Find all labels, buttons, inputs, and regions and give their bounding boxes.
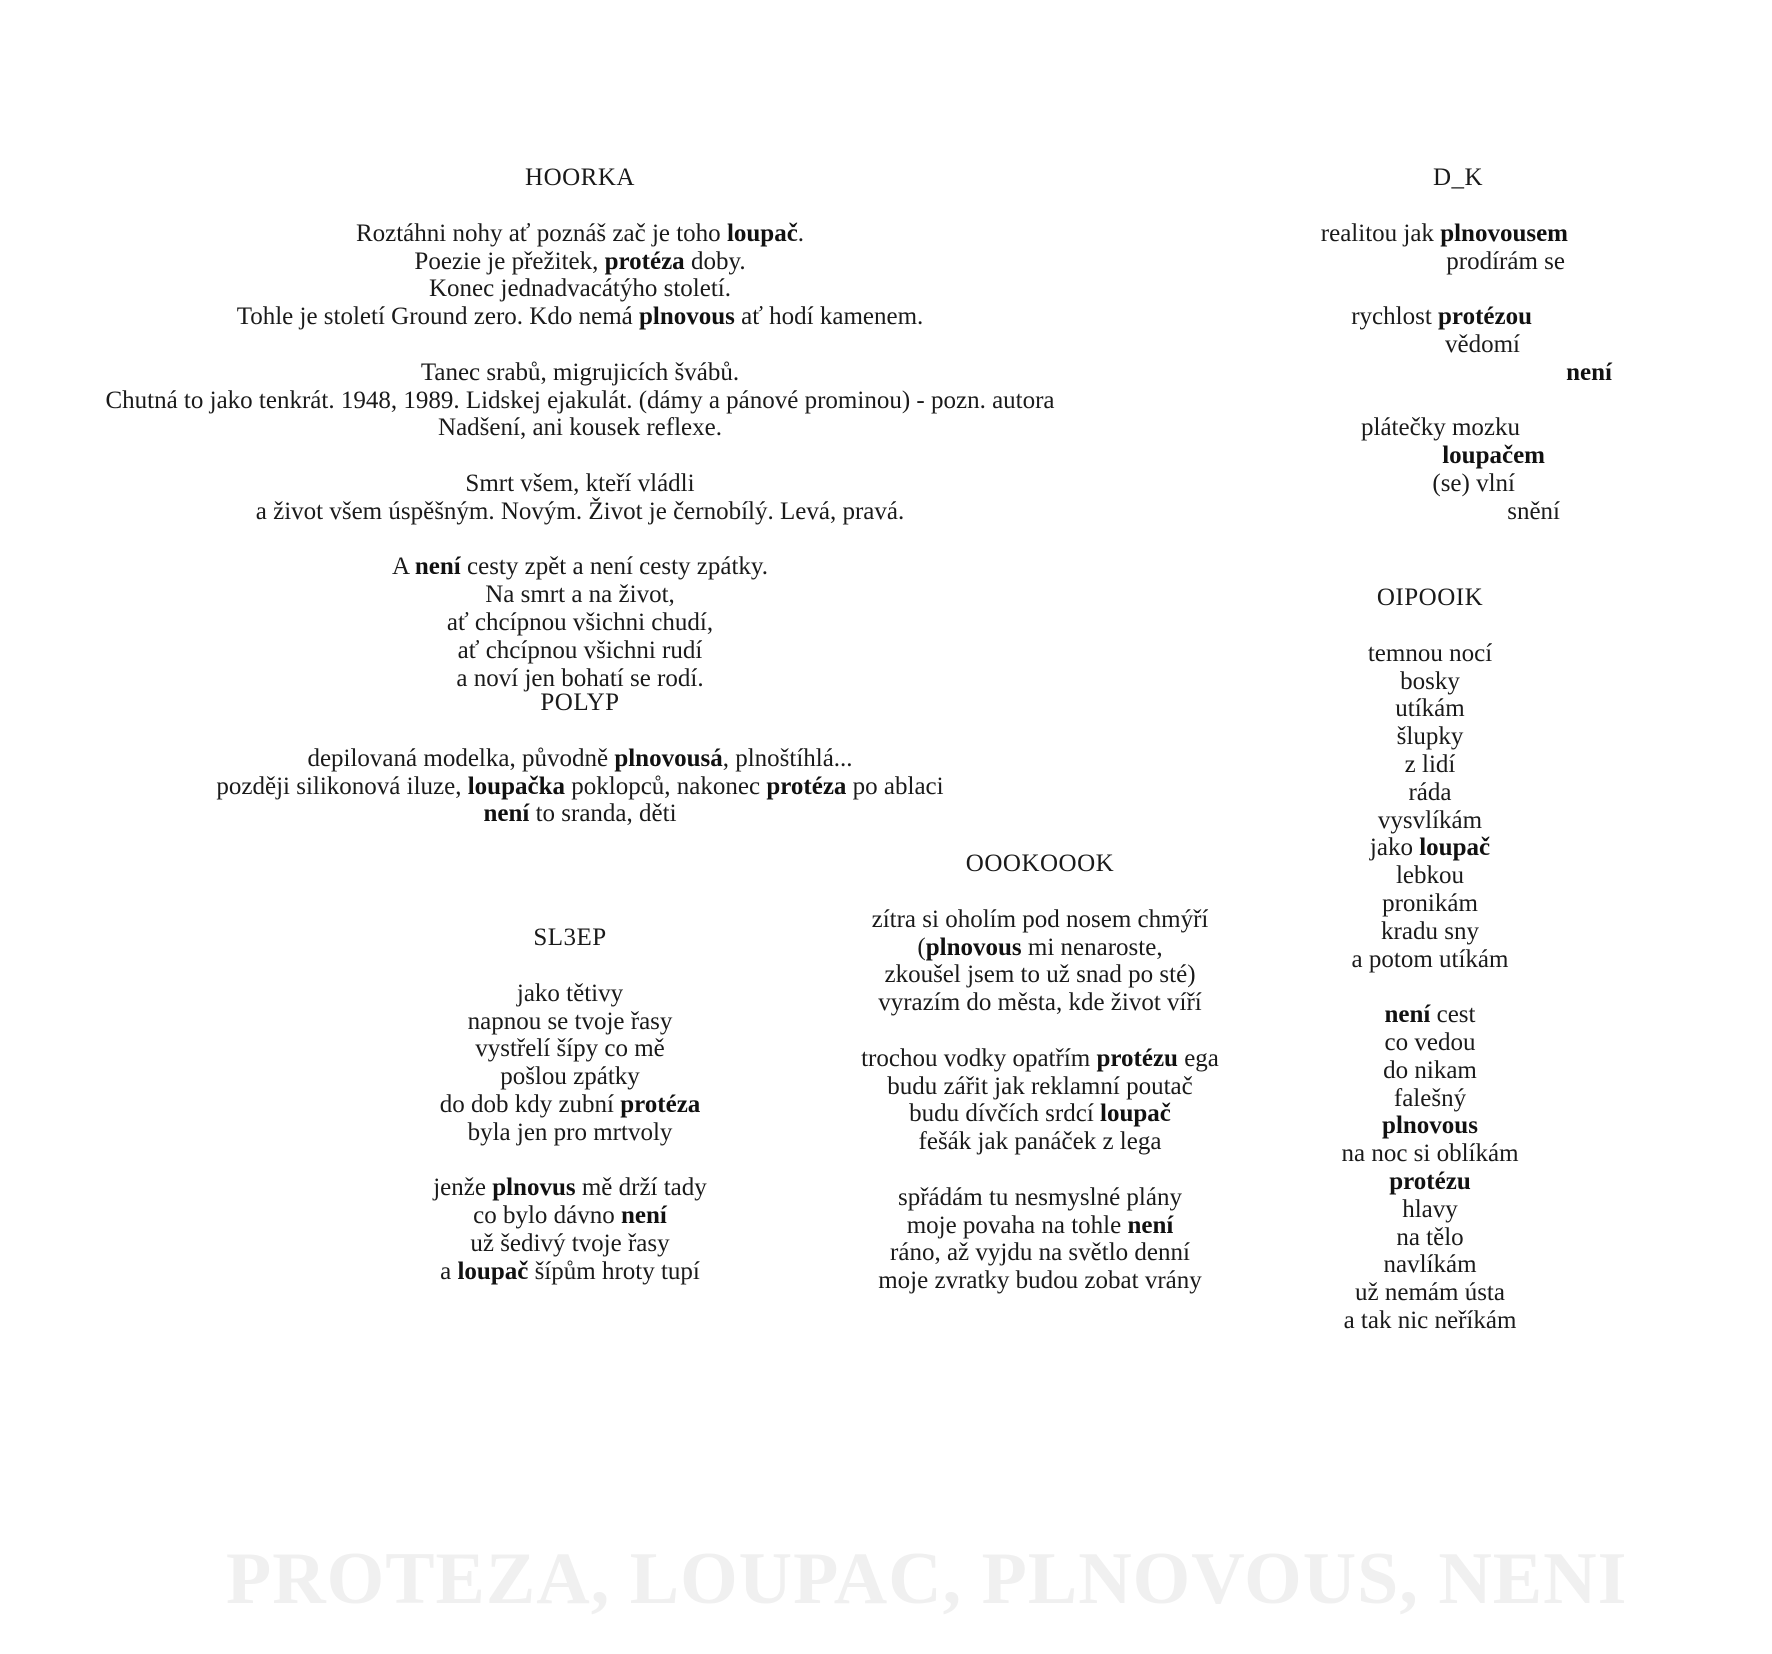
poem-sleep — [380, 924, 760, 1286]
line-text: fešák jak panáček z lega — [918, 1128, 1162, 1156]
line-text: ať hodí kamenem. — [734, 303, 924, 331]
poem-line — [1290, 442, 1580, 470]
poem-line — [820, 1267, 1260, 1295]
stanza-break — [380, 1147, 760, 1175]
line-text: do nikam — [1383, 1056, 1477, 1084]
poem-title: POLYP — [540, 689, 620, 716]
keyword: loupač — [1419, 834, 1491, 862]
poem-line — [1300, 834, 1560, 862]
poem-line — [820, 1045, 1260, 1073]
line-text: depilovaná modelka, původně — [307, 744, 615, 772]
line-text: z lidí — [1404, 750, 1456, 778]
line-text: A — [391, 553, 415, 581]
line-text: ega — [1177, 1044, 1219, 1072]
poem-line — [380, 1202, 760, 1230]
line-text: Tohle je století Ground zero. Kdo nemá — [236, 303, 639, 331]
poem-title: OIPOOIK — [1376, 584, 1484, 611]
poem-line — [1290, 470, 1580, 498]
line-text: jako — [1369, 834, 1420, 862]
line-text: co bylo dávno — [473, 1202, 622, 1230]
line-text: (se) vlní — [1432, 469, 1515, 497]
poem-dk — [1290, 164, 1612, 526]
poem-hoorka — [60, 164, 1100, 692]
line-text: pronikám — [1382, 889, 1478, 917]
poem-line — [60, 303, 1100, 331]
poem-line — [1300, 1196, 1560, 1224]
line-text: Roztáhni nohy ať poznáš zač je toho — [355, 219, 727, 247]
poem-title: OOOKOOOK — [965, 850, 1115, 877]
poem-line — [60, 275, 1100, 303]
poem-line — [1300, 723, 1560, 751]
stanza-break — [820, 1017, 1260, 1045]
line-text: to sranda, děti — [529, 800, 677, 828]
line-text: byla jen pro mrtvoly — [467, 1118, 673, 1146]
poem-line — [60, 498, 1100, 526]
line-text: jako tětivy — [516, 979, 624, 1007]
line-text: co vedou — [1384, 1028, 1476, 1056]
poem-line — [820, 1212, 1260, 1240]
keyword: plnovousem — [1440, 219, 1568, 247]
poem-line — [60, 637, 1100, 665]
stanza-break — [1300, 973, 1560, 1001]
keyword: protézou — [1438, 303, 1532, 331]
poem-line — [820, 961, 1260, 989]
keyword: protézu — [1389, 1167, 1471, 1195]
keyword: protézu — [1096, 1044, 1178, 1072]
line-text: poklopců, nakonec — [565, 772, 767, 800]
line-text: ráno, až vyjdu na světlo denní — [890, 1239, 1190, 1267]
keyword: plnovus — [492, 1174, 576, 1202]
line-text: navlíkám — [1383, 1251, 1477, 1279]
line-text: později silikonová iluze, — [216, 772, 468, 800]
line-text: snění — [1507, 497, 1560, 525]
keyword: plnovousá — [614, 744, 723, 772]
line-text: už nemám ústa — [1355, 1279, 1505, 1307]
line-text: kradu sny — [1381, 917, 1479, 945]
poem-line — [1290, 358, 1612, 387]
line-text: prodírám se — [1446, 247, 1565, 275]
line-text: Smrt všem, kteří vládli — [465, 469, 695, 497]
line-text: zítra si oholím pod nosem chmýří — [871, 905, 1209, 933]
line-text: cest — [1430, 1001, 1476, 1029]
line-text: bosky — [1400, 667, 1460, 695]
poem-line — [1300, 1057, 1560, 1085]
footer-watermark: PROTEZA, LOUPAC, PLNOVOUS, NENI — [226, 1538, 1628, 1620]
stanza-break — [1290, 387, 1580, 415]
line-text: Na smrt a na život, — [485, 581, 675, 609]
poem-line — [380, 980, 760, 1008]
line-text: Chutná to jako tenkrát. 1948, 1989. Lidskej ejakulát. (dámy a pánové prominou) - pozn. autora — [105, 386, 1055, 414]
line-text: vystřelí šípy co mě — [475, 1035, 665, 1063]
poem-line — [820, 934, 1260, 962]
poem-line — [820, 1184, 1260, 1212]
poem-line — [60, 553, 1100, 581]
line-text: ať chcípnou všichni rudí — [457, 636, 703, 664]
keyword: není — [1127, 1211, 1174, 1239]
keyword: plnovous — [1382, 1112, 1478, 1140]
line-text: mě drží tady — [575, 1174, 707, 1202]
poem-line — [1290, 498, 1580, 526]
line-text: . — [797, 219, 805, 247]
poem-line — [1300, 1168, 1560, 1196]
line-text: , plnoštíhlá... — [722, 744, 853, 772]
poem-line — [1300, 918, 1560, 946]
poem-oookoook — [820, 850, 1260, 1295]
keyword: protéza — [604, 247, 685, 275]
line-text: utíkám — [1395, 695, 1465, 723]
line-text: napnou se tvoje řasy — [467, 1007, 673, 1035]
poem-line — [380, 1035, 760, 1063]
line-text: trochou vodky opatřím — [861, 1044, 1097, 1072]
poem-line — [1300, 890, 1560, 918]
keyword: protéza — [766, 772, 847, 800]
line-text: ať chcípnou všichni chudí, — [446, 608, 714, 636]
line-text: šlupky — [1396, 723, 1464, 751]
line-text: cesty zpět a není cesty zpátky. — [460, 553, 769, 581]
line-text: a život všem úspěšným. Novým. Život je černobílý. Levá, pravá. — [255, 497, 905, 525]
line-text: rychlost — [1351, 303, 1439, 331]
line-text: Poezie je přežitek, — [414, 247, 605, 275]
line-text: a noví jen bohatí se rodí. — [456, 664, 704, 692]
poem-line — [1290, 414, 1580, 442]
poem-line — [60, 609, 1100, 637]
line-text: realitou jak — [1320, 219, 1441, 247]
keyword: není — [1566, 358, 1612, 386]
poem-line — [60, 359, 1100, 387]
poem-line — [380, 1091, 760, 1119]
poem-line — [1300, 862, 1560, 890]
poem-line — [380, 1230, 760, 1258]
poem-line — [1300, 1224, 1560, 1252]
line-text: pošlou zpátky — [500, 1063, 640, 1091]
keyword: není — [1384, 1001, 1431, 1029]
stanza-break — [820, 1156, 1260, 1184]
poem-line — [1300, 751, 1560, 779]
line-text: lebkou — [1395, 862, 1465, 890]
poem-line — [1300, 1029, 1560, 1057]
line-text: temnou nocí — [1367, 639, 1493, 667]
poem-line — [1290, 248, 1580, 276]
stanza-break — [1290, 275, 1580, 303]
keyword: loupač — [726, 219, 798, 247]
poem-line — [820, 1239, 1260, 1267]
poem-line — [1300, 946, 1560, 974]
line-text: do dob kdy zubní — [439, 1090, 621, 1118]
line-text: moje zvratky budou zobat vrány — [878, 1267, 1202, 1295]
keyword: protéza — [620, 1090, 701, 1118]
line-text: ráda — [1408, 778, 1452, 806]
line-text: mi nenaroste, — [1021, 933, 1163, 961]
poem-line — [820, 1128, 1260, 1156]
poem-line — [380, 1008, 760, 1036]
poem-line — [1300, 1251, 1560, 1279]
poem-line — [60, 220, 1100, 248]
poem-line — [380, 1174, 760, 1202]
line-text: na tělo — [1396, 1223, 1464, 1251]
line-text: budu zářit jak reklamní poutač — [887, 1072, 1193, 1100]
poem-line — [160, 800, 1000, 828]
poem-line — [60, 248, 1100, 276]
poem-polyp — [160, 689, 1000, 828]
poem-title: D_K — [1433, 164, 1484, 191]
poem-line — [1290, 331, 1580, 359]
line-text: zkoušel jsem to už snad po sté) — [884, 961, 1196, 989]
poem-line — [820, 1100, 1260, 1128]
poem-line — [1300, 1085, 1560, 1113]
poem-line — [60, 581, 1100, 609]
poem-line — [1300, 1279, 1560, 1307]
poem-line — [380, 1258, 760, 1286]
line-text: vyrazím do města, kde život víří — [878, 989, 1202, 1017]
poem-line — [1300, 1140, 1560, 1168]
line-text: na noc si oblíkám — [1341, 1140, 1519, 1168]
poem-line — [1300, 807, 1560, 835]
poem-line — [160, 773, 1000, 801]
keyword: plnovous — [639, 303, 735, 331]
keyword: loupač — [1100, 1100, 1171, 1128]
line-text: Nadšení, ani kousek reflexe. — [438, 414, 722, 442]
poem-line — [1300, 640, 1560, 668]
keyword: není — [483, 800, 530, 828]
keyword: loupač — [457, 1257, 529, 1285]
keyword: loupačka — [467, 772, 565, 800]
poem-line — [1300, 1112, 1560, 1140]
poem-line — [820, 989, 1260, 1017]
keyword: není — [414, 553, 461, 581]
line-text: jenže — [433, 1174, 493, 1202]
poem-line — [60, 470, 1100, 498]
line-text: po ablaci — [846, 772, 944, 800]
poem-line — [380, 1119, 760, 1147]
poem-line — [1300, 779, 1560, 807]
line-text: budu dívčích srdcí — [909, 1100, 1101, 1128]
poem-line — [1290, 220, 1580, 248]
stanza-break — [60, 526, 1100, 554]
poem-line — [380, 1063, 760, 1091]
poem-line — [1290, 303, 1580, 331]
keyword: plnovous — [925, 933, 1022, 961]
line-text: šípům hroty tupí — [528, 1257, 700, 1285]
line-text: a potom utíkám — [1351, 945, 1509, 973]
line-text: ( — [917, 933, 926, 961]
poem-line — [820, 906, 1260, 934]
poem-line — [60, 414, 1100, 442]
line-text: a — [440, 1257, 458, 1285]
poem-line — [1300, 668, 1560, 696]
line-text: Tanec srabů, migrujicích švábů. — [420, 358, 740, 386]
line-text: vědomí — [1445, 330, 1520, 358]
keyword: není — [621, 1202, 667, 1230]
line-text: plátečky mozku — [1361, 414, 1520, 442]
line-text: spřádám tu nesmyslné plány — [898, 1183, 1182, 1211]
poem-title: HOORKA — [525, 164, 635, 191]
poem-title: SL3EP — [533, 924, 607, 951]
line-text: falešný — [1393, 1084, 1467, 1112]
poem-line — [820, 1073, 1260, 1101]
poem-line — [160, 745, 1000, 773]
stanza-break — [60, 331, 1100, 359]
line-text: doby. — [684, 247, 746, 275]
stanza-break — [60, 442, 1100, 470]
poem-line — [60, 387, 1100, 415]
line-text: už šedivý tvoje řasy — [470, 1229, 670, 1257]
line-text: a tak nic neříkám — [1343, 1306, 1517, 1334]
keyword: loupačem — [1442, 442, 1545, 470]
poem-oipooik — [1300, 584, 1560, 1335]
poem-line — [1300, 695, 1560, 723]
line-text: hlavy — [1402, 1195, 1458, 1223]
poem-line — [1300, 1307, 1560, 1335]
poem-line — [1300, 1001, 1560, 1029]
line-text: Konec jednadvacátýho století. — [429, 275, 731, 303]
line-text: moje povaha na tohle — [906, 1211, 1128, 1239]
line-text: vysvlíkám — [1377, 806, 1483, 834]
